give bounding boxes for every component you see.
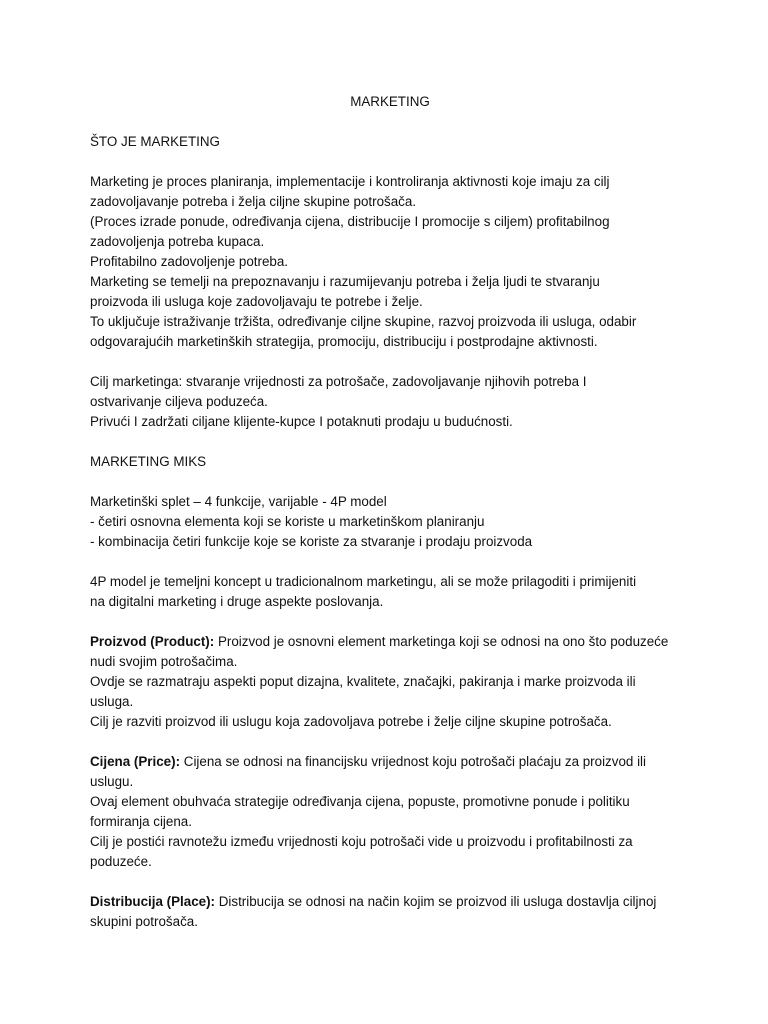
list-item: - kombinacija četiri funkcije koje se koriste za stvaranje i prodaju proizvoda bbox=[90, 534, 533, 549]
document-title: MARKETING bbox=[350, 94, 430, 109]
text-line: odgovarajućih marketinških strategija, promociju, distribuciju i postprodajne aktivnosti. bbox=[90, 334, 598, 349]
text-line: Marketing je proces planiranja, implementacije i kontroliranja aktivnosti koje imaju za cilj bbox=[90, 174, 610, 189]
text-line: skupini potrošača. bbox=[90, 914, 198, 929]
text-line: formiranja cijena. bbox=[90, 814, 192, 829]
text-line bbox=[90, 752, 690, 772]
text-line: Marketinški splet – 4 funkcije, varijable - 4P model bbox=[90, 494, 387, 509]
section-heading-marketing-miks: MARKETING MIKS bbox=[90, 454, 207, 469]
text-line bbox=[90, 632, 690, 652]
list-item: - četiri osnovna elementa koji se koriste u marketinškom planiranju bbox=[90, 514, 485, 529]
text-line: Cilj je razviti proizvod ili uslugu koja zadovoljava potrebe i želje ciljne skupine potrošača. bbox=[90, 714, 612, 729]
text-line: Marketing se temelji na prepoznavanju i razumijevanju potreba i želja ljudi te stvaranju bbox=[90, 274, 600, 289]
definition-paragraph bbox=[90, 172, 690, 352]
document-content bbox=[90, 92, 690, 952]
product-paragraph bbox=[90, 632, 690, 732]
place-text: Distribucija se odnosi na način kojim se proizvod ili usluga dostavlja ciljnoj bbox=[215, 894, 657, 909]
text-line: usluga. bbox=[90, 694, 134, 709]
place-paragraph bbox=[90, 892, 690, 932]
text-line: Profitabilno zadovoljenje potreba. bbox=[90, 254, 289, 269]
text-line: zadovoljenja potreba kupaca. bbox=[90, 234, 265, 249]
text-line: (Proces izrade ponude, određivanja cijena, distribucije I promocije s ciljem) profitabilnog bbox=[90, 214, 610, 229]
text-line: Ovdje se razmatraju aspekti poput dizajna, kvalitete, značajki, pakiranja i marke proizvoda ili bbox=[90, 674, 636, 689]
price-paragraph bbox=[90, 752, 690, 872]
price-text: Cijena se odnosi na financijsku vrijednost koju potrošači plaćaju za proizvod ili bbox=[180, 754, 646, 769]
text-line: poduzeće. bbox=[90, 854, 152, 869]
text-line: ostvarivanje ciljeva poduzeća. bbox=[90, 394, 268, 409]
goal-paragraph bbox=[90, 372, 690, 432]
text-line bbox=[90, 892, 690, 912]
product-label: Proizvod (Product): bbox=[90, 634, 215, 649]
text-line: nudi svojim potrošačima. bbox=[90, 654, 238, 669]
text-line: 4P model je temeljni koncept u tradicionalnom marketingu, ali se može prilagoditi i primijeniti bbox=[90, 574, 637, 589]
text-line: Cilj je postići ravnotežu između vrijednosti koju potrošači vide u proizvodu i profitabilnosti za bbox=[90, 834, 633, 849]
text-line: uslugu. bbox=[90, 774, 134, 789]
text-line: proizvoda ili usluga koje zadovoljavaju te potrebe i želje. bbox=[90, 294, 423, 309]
place-label: Distribucija (Place): bbox=[90, 894, 216, 909]
text-line: Ovaj element obuhvaća strategije određivanja cijena, popuste, promotivne ponude i politiku bbox=[90, 794, 630, 809]
text-line: Cilj marketinga: stvaranje vrijednosti za potrošače, zadovoljavanje njihovih potreba I bbox=[90, 374, 587, 389]
text-line: Privući I zadržati ciljane klijente-kupce I potaknuti prodaju u budućnosti. bbox=[90, 414, 513, 429]
text-line: zadovoljavanje potreba i želja ciljne skupine potrošača. bbox=[90, 194, 417, 209]
text-line: To uključuje istraživanje tržišta, određivanje ciljne skupine, razvoj proizvoda ili usluga, odabir bbox=[90, 314, 637, 329]
model-paragraph bbox=[90, 572, 690, 612]
section-heading-sto-je-marketing: ŠTO JE MARKETING bbox=[90, 134, 220, 149]
product-text: Proizvod je osnovni element marketinga koji se odnosi na ono što poduzeće bbox=[214, 634, 669, 649]
price-label: Cijena (Price): bbox=[90, 754, 181, 769]
text-line: na digitalni marketing i druge aspekte poslovanja. bbox=[90, 594, 384, 609]
mix-paragraph bbox=[90, 492, 690, 552]
